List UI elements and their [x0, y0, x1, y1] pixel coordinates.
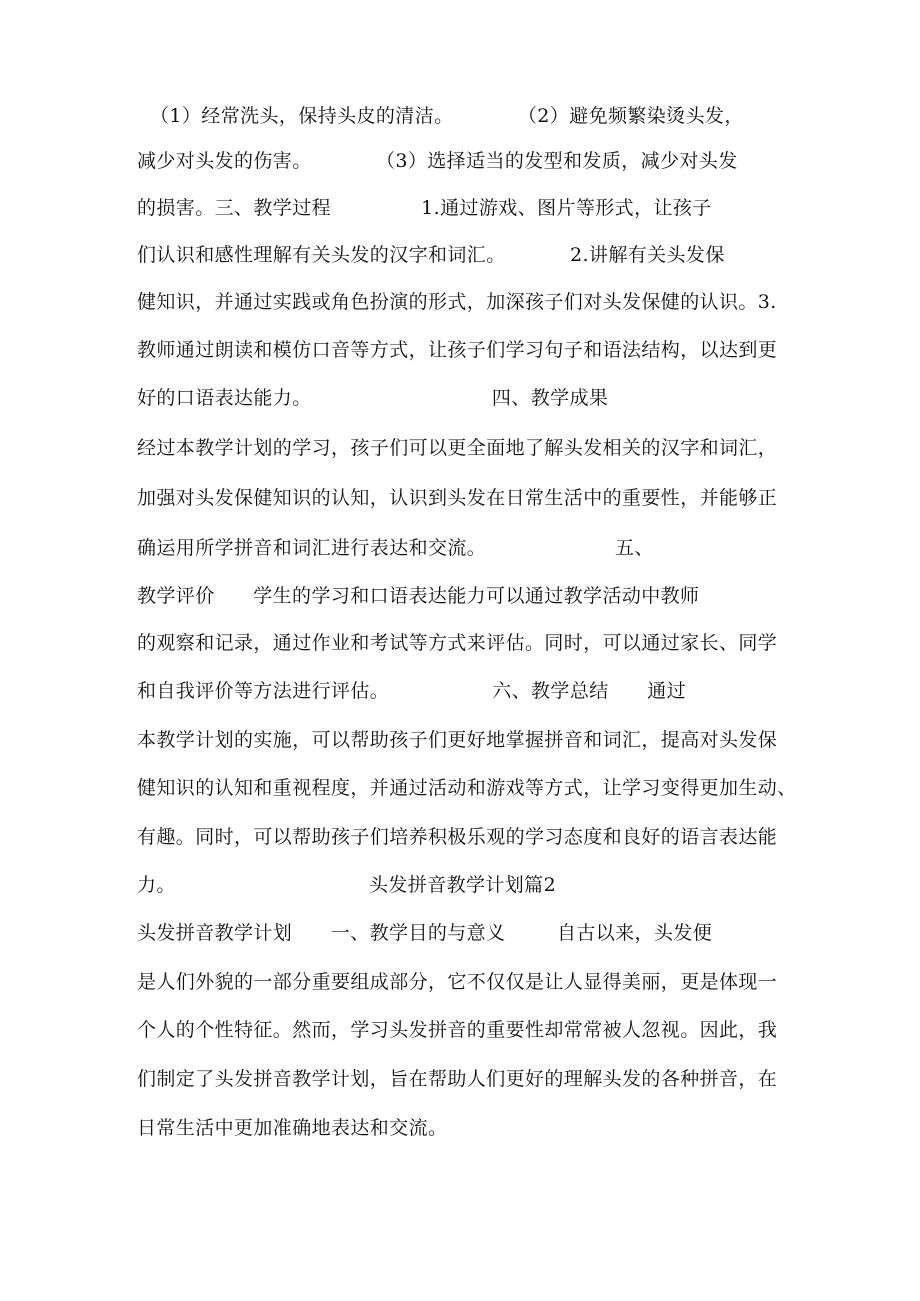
text-line: 健知识，并通过实践或角色扮演的形式，加深孩子们对头发保健的认识。3. — [137, 291, 777, 313]
text-line: 教师通过朗读和模仿口音等方式，让孩子们学习句子和语法结构，以达到更 — [137, 339, 778, 361]
text-line: 们认识和感性理解有关头发的汉字和词汇。 2.讲解有关头发保 — [137, 244, 725, 266]
text-line: 头发拼音教学计划 一、教学目的与意义 自古以来，头发便 — [137, 922, 713, 944]
text-line: 减少对头发的伤害。 （3）选择适当的发型和发质，减少对头发 — [137, 150, 738, 172]
text-line: 本教学计划的实施，可以帮助孩子们更好地掌握拼音和词汇，提高对头发保 — [137, 729, 778, 751]
text-line: 个人的个性特征。然而，学习头发拼音的重要性却常常被人忽视。因此，我 — [137, 1019, 778, 1041]
text-line: 经过本教学计划的学习，孩子们可以更全面地了解头发相关的汉字和词汇， — [137, 437, 778, 459]
text-line: （1）经常洗头，保持头皮的清洁。 （2）避免频繁染烫头发， — [150, 105, 744, 127]
text-line: 们制定了头发拼音教学计划，旨在帮助人们更好的理解头发的各种拼音，在 — [137, 1068, 778, 1090]
text-line: 和自我评价等方法进行评估。 六、教学总结 通过 — [137, 680, 687, 702]
text-line: 的损害。三、教学过程 1.通过游戏、图片等形式，让孩子 — [137, 197, 712, 219]
text-line: 教学评价 学生的学习和口语表达能力可以通过教学活动中教师 — [137, 585, 700, 607]
text-line: 健知识的认知和重视程度，并通过活动和游戏等方式，让学习变得更加生动、 — [137, 777, 797, 799]
text-line: 的观察和记录，通过作业和考试等方式来评估。同时，可以通过家长、同学 — [137, 632, 778, 654]
section-heading-line: 力。 头发拼音教学计划篇2 — [137, 874, 557, 896]
text-line: 加强对头发保健知识的认知，认识到头发在日常生活中的重要性，并能够正 — [137, 487, 778, 509]
text-line: 好的口语表达能力。 四、教学成果 — [137, 387, 609, 409]
text-line: 日常生活中更加准确地表达和交流。 — [137, 1117, 448, 1139]
text-line: 是人们外貌的一部分重要组成部分，它不仅仅是让人显得美丽，更是体现一 — [137, 971, 778, 993]
text-line: 确运用所学拼音和词汇进行表达和交流。 五、 — [137, 537, 654, 559]
text-line: 有趣。同时，可以帮助孩子们培养积极乐观的学习态度和良好的语言表达能 — [137, 826, 778, 848]
